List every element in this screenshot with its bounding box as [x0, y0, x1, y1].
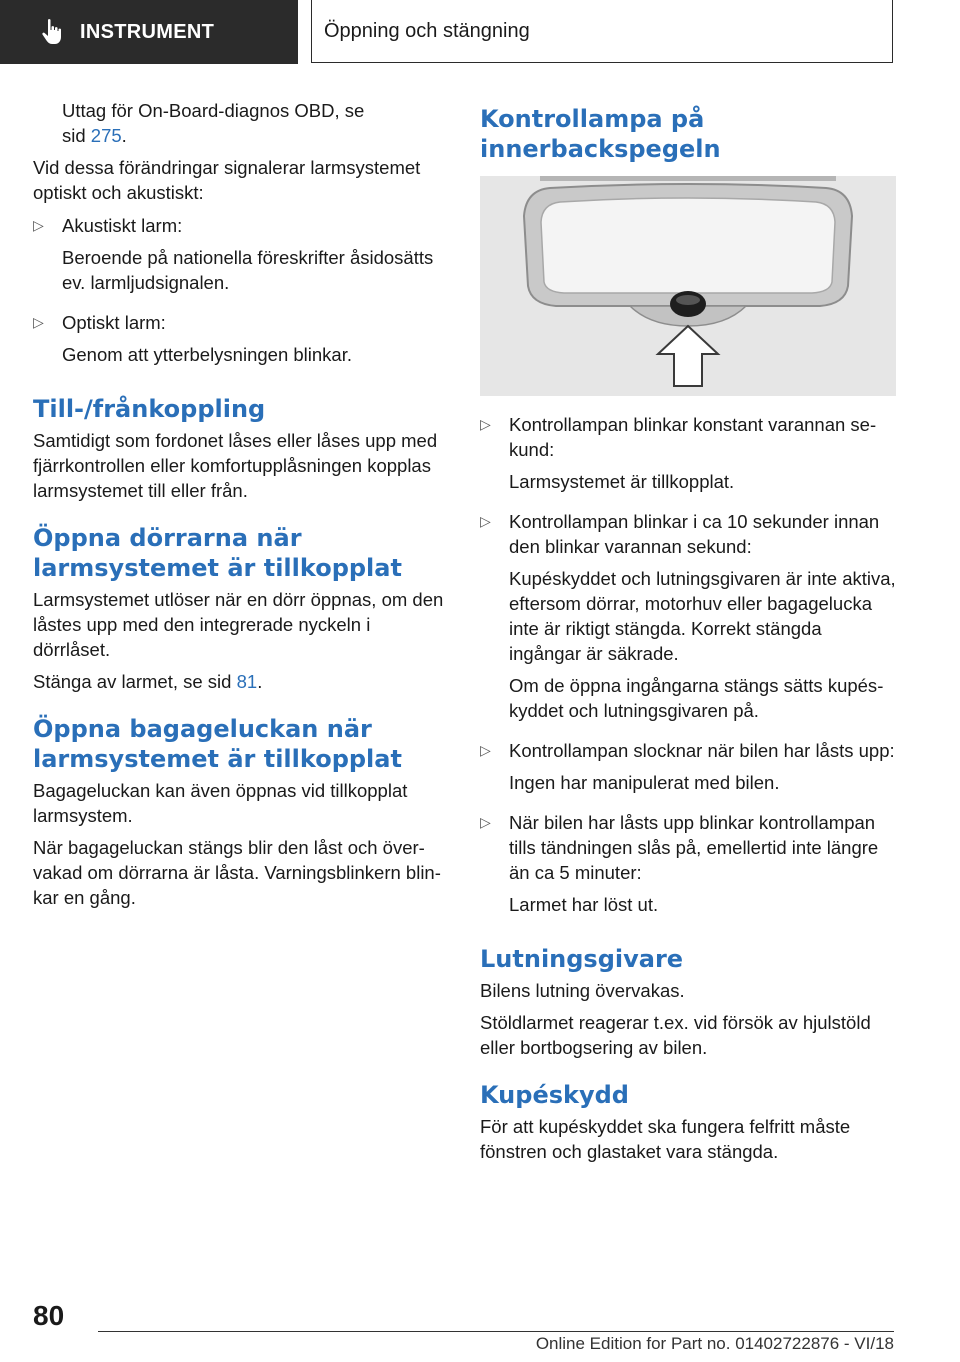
- heading-oppna-dorrarna: Öppna dörrarna när larmsystemet är tillkopplat: [33, 524, 402, 582]
- hand-pointer-icon: [30, 0, 74, 64]
- bullet-text: Larmsystemet är tillkopplat.: [509, 471, 735, 492]
- heading-lutningsgivare: Lutningsgivare: [480, 945, 684, 973]
- footer-divider: [98, 1331, 894, 1332]
- lutning-paragraph-2: Stöldlarmet reagerar t.ex. vid försök av hjulstöld eller bortbogsering av bilen.: [480, 1012, 871, 1058]
- baga-paragraph-1: Bagageluckan kan även öppnas vid tillkopplat larmsystem.: [33, 780, 408, 826]
- bullet-title: Akustiskt larm:: [62, 215, 183, 236]
- rearview-mirror-indicator-icon: [480, 176, 896, 396]
- list-item: [480, 810, 896, 924]
- page-link-275[interactable]: 275: [90, 125, 122, 146]
- bullet-title: När bilen har låsts upp blinkar kontrollampan tills tändningen slås på, emellertid inte längre än ca 5 minuter:: [509, 812, 879, 883]
- chapter-title: Öppning och stängning: [311, 0, 893, 63]
- stanga-text: Stänga av larmet, se sid: [33, 671, 237, 692]
- page-link-81[interactable]: 81: [236, 671, 258, 692]
- till-paragraph: Samtidigt som fordonet låses eller låses upp med fjärrkontrollen eller komfortupplåsningen kopplas larmsystemet till eller från.: [33, 430, 438, 501]
- list-item: [480, 509, 896, 730]
- bullet-title: Optiskt larm:: [62, 312, 166, 333]
- bullet-text: Larmet har löst ut.: [509, 894, 659, 915]
- heading-till-frankoppling: Till-/frånkoppling: [33, 395, 266, 423]
- stanga-paragraph: [33, 669, 449, 694]
- list-item: [33, 310, 449, 374]
- footer-edition: Online Edition for Part no. 01402722876 - VI/18: [535, 1334, 894, 1353]
- bullet-text: Beroende på nationella föreskrifter åsidosätts ev. larmljudsignalen.: [62, 247, 434, 293]
- triangle-bullet-icon: ▷: [33, 314, 44, 330]
- obd-reference: [33, 98, 449, 148]
- section-tab: [0, 0, 298, 64]
- bullet-title: Kontrollampan slocknar när bilen har låsts upp:: [509, 740, 895, 761]
- page-number: 80: [33, 1300, 65, 1331]
- list-item: [480, 738, 896, 802]
- bullet-text: Kupéskyddet och lutningsgivaren är inte aktiva, eftersom dörrar, motorhuv eller bagagelucka inte är riktigt stängda. Korrekt stängda ingångar är säkrade.: [509, 568, 896, 664]
- dorrar-paragraph: Larmsystemet utlöser när en dörr öppnas, om den låstes upp med den integrerade nyckeln i dörrlåset.: [33, 589, 444, 660]
- triangle-bullet-icon: ▷: [480, 416, 491, 432]
- triangle-bullet-icon: ▷: [33, 217, 44, 233]
- obd-text: Uttag för On-Board-diagnos OBD, se: [62, 100, 365, 121]
- triangle-bullet-icon: ▷: [480, 742, 491, 758]
- bullet-title: Kontrollampan blinkar i ca 10 sekunder innan den blinkar varannan sekund:: [509, 511, 880, 557]
- triangle-bullet-icon: ▷: [480, 814, 491, 830]
- heading-oppna-bagageluckan: Öppna bagageluckan när larmsystemet är tillkopplat: [33, 715, 402, 773]
- list-item: [33, 213, 449, 302]
- signal-paragraph: Vid dessa förändringar signalerar larmsystemet optiskt och akustiskt:: [33, 157, 421, 203]
- bullet-text: Ingen har manipulerat med bilen.: [509, 772, 780, 793]
- heading-kontrollampa: Kontrollampa på innerbackspegeln: [480, 105, 721, 163]
- triangle-bullet-icon: ▷: [480, 513, 491, 529]
- stanga-period: .: [257, 671, 263, 692]
- kupe-paragraph: För att kupéskyddet ska fungera felfritt måste fönstren och glastaket vara stängda.: [480, 1116, 851, 1162]
- baga-paragraph-2: När bagageluckan stängs blir den låst och övervakad om dörrarna är låsta. Varningsblinkern blinkar en gång.: [33, 837, 441, 908]
- list-item: [480, 412, 896, 501]
- obd-sid: sid: [62, 125, 91, 146]
- bullet-text: Om de öppna ingångarna stängs sätts kupéskyddet och lutningsgivaren på.: [509, 675, 884, 721]
- obd-period: .: [121, 125, 127, 146]
- lutning-paragraph-1: Bilens lutning övervakas.: [480, 980, 685, 1001]
- left-column: [33, 98, 449, 917]
- section-label: INSTRUMENT: [80, 20, 215, 43]
- right-column: [480, 98, 896, 1171]
- bullet-title: Kontrollampan blinkar konstant varannan sekund:: [509, 414, 877, 460]
- bullet-text: Genom att ytterbelysningen blinkar.: [62, 344, 352, 365]
- heading-kupeskydd: Kupéskydd: [480, 1081, 629, 1109]
